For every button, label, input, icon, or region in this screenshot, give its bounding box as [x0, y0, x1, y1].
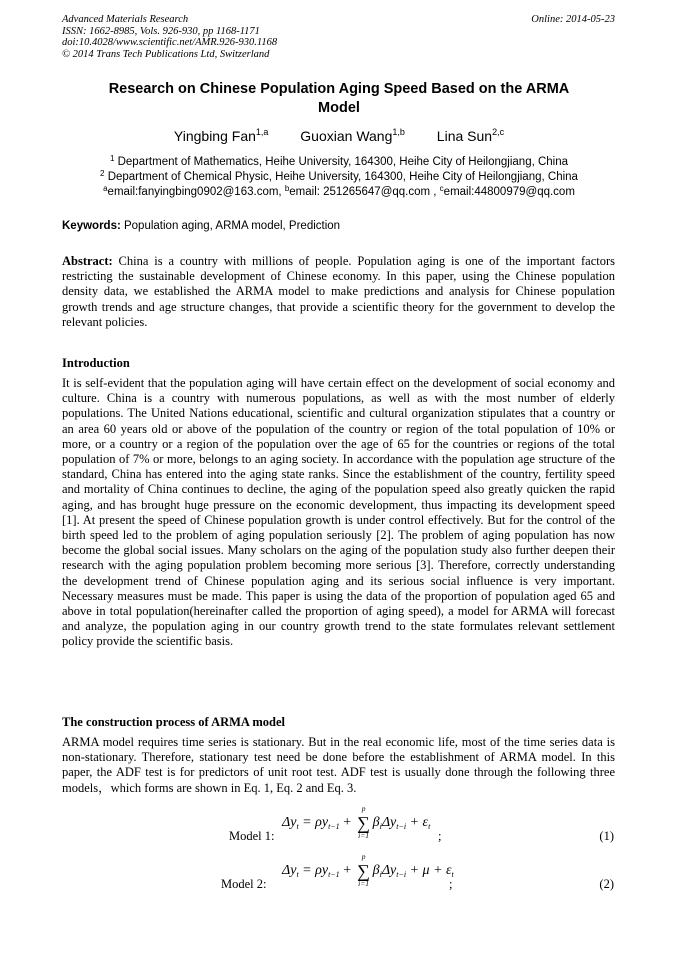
affil-mark: 1 [109, 154, 115, 163]
author-affil-mark: 1,b [392, 127, 405, 137]
author-name: Yingbing Fan [173, 128, 256, 144]
section-heading-construction: The construction process of ARMA model [62, 715, 286, 729]
section-heading-introduction: Introduction [62, 356, 130, 370]
email-mark: b [284, 184, 290, 193]
equation-number: (2) [599, 877, 614, 891]
introduction-text: It is self-evident that the population aging will have certain effect on the development of social economy and culture. China is a country with numerous populations, as well as with the most number of elderly populations. The United Nations educational, scientific and cultural organization stipulates that a country or an area 60 years old or above of the population of the country or region of the total population of 10% or more, or a country or a region of the population over the age of 65 for the countries or regions of the total population of 7% or more, belongs to an aging society. In accordance with the population age structure of the standard, China has entered into the aging state ranks. Since the establishment of the country, fertility speed and mortality of China continues to decline, the aging of the population speed also greatly quicken the rapid aging, and has brought huge pressure on the economic development, thus impacting its development speed [1]. At present the speed of Chinese population growth is under control effectively. But for the control of the birth speed led to the problem of aging population seriously [2]. The problem of aging population has now become the global social issues. Many scholars on the aging of the population study also further deepen their research with the aging population problem becoming more serious [3]. Therefore, correctly understanding the development trend of Chinese population aging and its serious social influence is very important. Necessary measures must be made. This paper is using the data of the proportion of population aged 65 and above in total population(hereinafter called the proportion of aging speed), a model for ARMA will forecast and analyze, the population aging in our country growth trend to the state formulates relevant settlement policy provide the scientific basis. [62, 376, 615, 649]
author [174, 127, 269, 145]
keywords-label: Keywords: [62, 220, 121, 232]
journal-header [62, 14, 277, 60]
equation-semicolon: ; [449, 877, 453, 891]
author-list [62, 127, 616, 145]
author-affil-mark: 1,a [255, 127, 269, 137]
equation-semicolon: ; [438, 829, 442, 843]
copyright-line: © 2014 Trans Tech Publications Ltd, Switzerland [62, 48, 270, 60]
affil-mark: 2 [100, 169, 105, 178]
keywords [62, 219, 340, 233]
equation-1 [0, 804, 678, 849]
affil-text: Department of Chemical Physic, Heihe University, 164300, Heihe City of Heilongjiang, China [104, 171, 578, 183]
affiliation-2 [40, 170, 638, 184]
summation-symbol: p ∑ i=1 [357, 852, 371, 888]
issn-line: ISSN: 1662-8985, Vols. 926-930, pp 1168-1171 [62, 25, 260, 37]
affiliation-1 [40, 155, 638, 169]
journal-name: Advanced Materials Research [62, 14, 189, 25]
email-mark: a [103, 184, 108, 193]
title-line-2: Model [318, 100, 360, 116]
author-name: Lina Sun [436, 128, 493, 144]
author [300, 127, 405, 145]
email-a: email:fanyingbing0902@163.com, [107, 186, 285, 198]
construction-text: ARMA model requires time series is stationary. But in the real economic life, most of the time series data is non-stationary. Therefore, stationary test need be done before the establishment of ARMA model. In this paper, the ADF test is for predictors of unit root test. ADF test is usually done through the following three models，which forms are shown in Eq. 1, Eq. 2 and Eq. 3. [62, 735, 615, 795]
online-date: Online: 2014-05-23 [531, 14, 615, 25]
equation-formula: $\Delta y_t = \rho y_{t-1}$ + p ∑ i=1 $\beta_i\Delta y_{t-i} + \varepsilon_t$ [282, 804, 431, 840]
email-b: email: 251265647@qq.com , [289, 186, 440, 198]
equation-2 [0, 852, 678, 897]
author [437, 127, 504, 145]
equation-number: (1) [599, 829, 614, 843]
affil-text: Department of Mathematics, Heihe University, 164300, Heihe City of Heilongjiang, China [114, 156, 569, 168]
paper-title [62, 80, 616, 118]
abstract-label: Abstract: [62, 254, 113, 268]
author-name: Guoxian Wang [300, 128, 393, 144]
author-affil-mark: 2,c [492, 127, 505, 137]
equation-label: Model 2: [221, 877, 267, 891]
doi-line: doi:10.4028/www.scientific.net/AMR.926-930.1168 [62, 37, 278, 48]
equation-formula: $\Delta y_t = \rho y_{t-1}$ + p ∑ i=1 $\beta_i\Delta y_{t-i} + \mu + \varepsilon_t$ [282, 852, 454, 888]
email-line [40, 185, 638, 199]
title-line-1: Research on Chinese Population Aging Speed Based on the ARMA [108, 81, 570, 97]
summation-symbol: p ∑ i=1 [357, 804, 371, 840]
abstract-text: China is a country with millions of people. Population aging is one of the important factors restricting the sustainable development of Chinese economy. In this paper, using the Chinese population density data, we established the ARMA model to make predictions and analysis for Chinese population growth trends and age structure changes, that provide a scientific theory for the government to develop the relevant policies. [62, 254, 615, 329]
keywords-text: Population aging, ARMA model, Prediction [120, 220, 341, 232]
abstract [62, 254, 615, 330]
email-c: email:44800979@qq.com [443, 186, 575, 198]
email-mark: c [439, 184, 444, 193]
equation-label: Model 1: [229, 829, 275, 843]
